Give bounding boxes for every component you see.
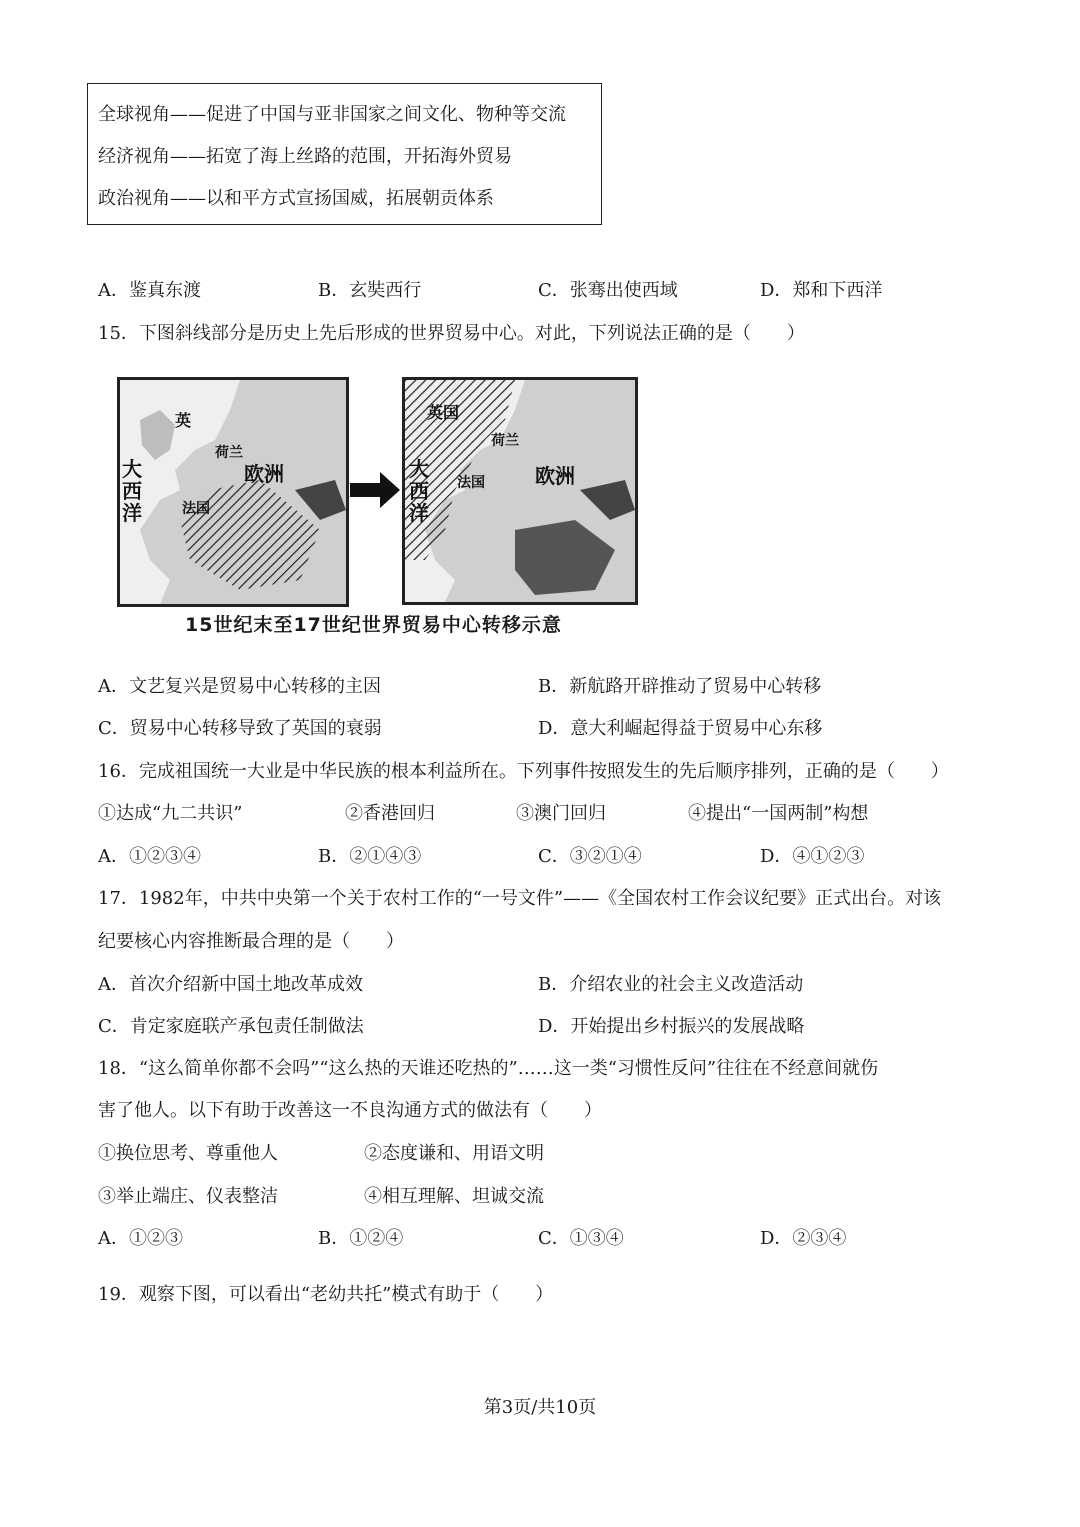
q15-option-b: B．新航路开辟推动了贸易中心转移: [538, 676, 822, 697]
q19-stem: 19．观察下图，可以看出“老幼共托”模式有助于（ ）: [98, 1284, 554, 1305]
q18-option-c: C．①③④: [538, 1228, 624, 1249]
q14-option-a: A．鉴真东渡: [98, 280, 201, 301]
q18-option-b: B．①②④: [318, 1228, 404, 1249]
map-right-country1: 英国: [427, 403, 460, 422]
q16-option-a: A．①②③④: [98, 846, 201, 867]
q16-item-1: ①达成“九二共识”: [98, 803, 243, 824]
map-right-country3: 法国: [457, 475, 485, 491]
q18-item-4: ④相互理解、坦诚交流: [364, 1186, 544, 1207]
q16-option-d: D．④①②③: [760, 846, 865, 867]
arrow-right-icon: [350, 470, 402, 510]
q17-option-c: C．肯定家庭联产承包责任制做法: [98, 1016, 364, 1037]
map-left-country3: 法国: [182, 501, 210, 517]
q15-option-a: A．文艺复兴是贸易中心转移的主因: [98, 676, 381, 697]
q16-item-4: ④提出“一国两制”构想: [688, 803, 869, 824]
q18-option-d: D．②③④: [760, 1228, 847, 1249]
q15-option-c: C．贸易中心转移导致了英国的衰弱: [98, 718, 382, 739]
map-left-continent: 欧洲: [244, 462, 284, 486]
q16-item-3: ③澳门回归: [516, 803, 606, 824]
map-left: [117, 377, 349, 607]
q17-stem-line-2: 纪要核心内容推断最合理的是（ ）: [98, 931, 404, 952]
map-right: [402, 377, 638, 605]
q18-item-3: ③举止端庄、仪表整洁: [98, 1186, 278, 1207]
q14-option-b: B．玄奘西行: [318, 280, 422, 301]
q16-stem: 16．完成祖国统一大业是中华民族的根本利益所在。下列事件按照发生的先后顺序排列，正确的是（ ）: [98, 761, 949, 782]
map-right-country2: 荷兰: [491, 433, 519, 449]
q17-option-d: D．开始提出乡村振兴的发展战略: [538, 1016, 805, 1037]
q18-stem-line-2: 害了他人。以下有助于改善这一不良沟通方式的做法有（ ）: [98, 1100, 602, 1121]
page-footer: 第3页/共10页: [483, 1397, 597, 1418]
q17-stem-line-1: 17．1982年，中共中央第一个关于农村工作的“一号文件”——《全国农村工作会议纪要》正式出台。对该: [98, 888, 942, 909]
q18-item-2: ②态度谦和、用语文明: [364, 1143, 544, 1164]
q18-item-1: ①换位思考、尊重他人: [98, 1143, 278, 1164]
map-left-country2: 荷兰: [215, 445, 243, 461]
material-line-2: 经济视角——拓宽了海上丝路的范围，开拓海外贸易: [98, 146, 512, 167]
q15-option-d: D．意大利崛起得益于贸易中心东移: [538, 718, 823, 739]
map-right-ocean: 大西洋: [409, 457, 429, 525]
material-box: [87, 83, 602, 225]
q17-option-b: B．介绍农业的社会主义改造活动: [538, 974, 804, 995]
q18-stem-line-1: 18．“这么简单你都不会吗”“这么热的天谁还吃热的”……这一类“习惯性反问”往往在不经意间就伤: [98, 1058, 879, 1079]
map-caption: 15世纪末至17世纪世界贸易中心转移示意: [185, 614, 562, 636]
q15-stem: 15．下图斜线部分是历史上先后形成的世界贸易中心。对此，下列说法正确的是（ ）: [98, 323, 805, 344]
map-right-continent: 欧洲: [535, 464, 575, 488]
q16-option-c: C．③②①④: [538, 846, 642, 867]
material-line-3: 政治视角——以和平方式宣扬国威，拓展朝贡体系: [98, 188, 494, 209]
q17-option-a: A．首次介绍新中国土地改革成效: [98, 974, 363, 995]
map-left-country1: 英: [175, 411, 192, 430]
map-left-ocean: 大西洋: [122, 457, 142, 525]
material-line-1: 全球视角——促进了中国与亚非国家之间文化、物种等交流: [98, 104, 566, 125]
q18-option-a: A．①②③: [98, 1228, 183, 1249]
q14-option-d: D．郑和下西洋: [760, 280, 883, 301]
q16-option-b: B．②①④③: [318, 846, 422, 867]
q14-option-c: C．张骞出使西域: [538, 280, 678, 301]
q16-item-2: ②香港回归: [345, 803, 435, 824]
map-left-drawing: [120, 380, 346, 604]
